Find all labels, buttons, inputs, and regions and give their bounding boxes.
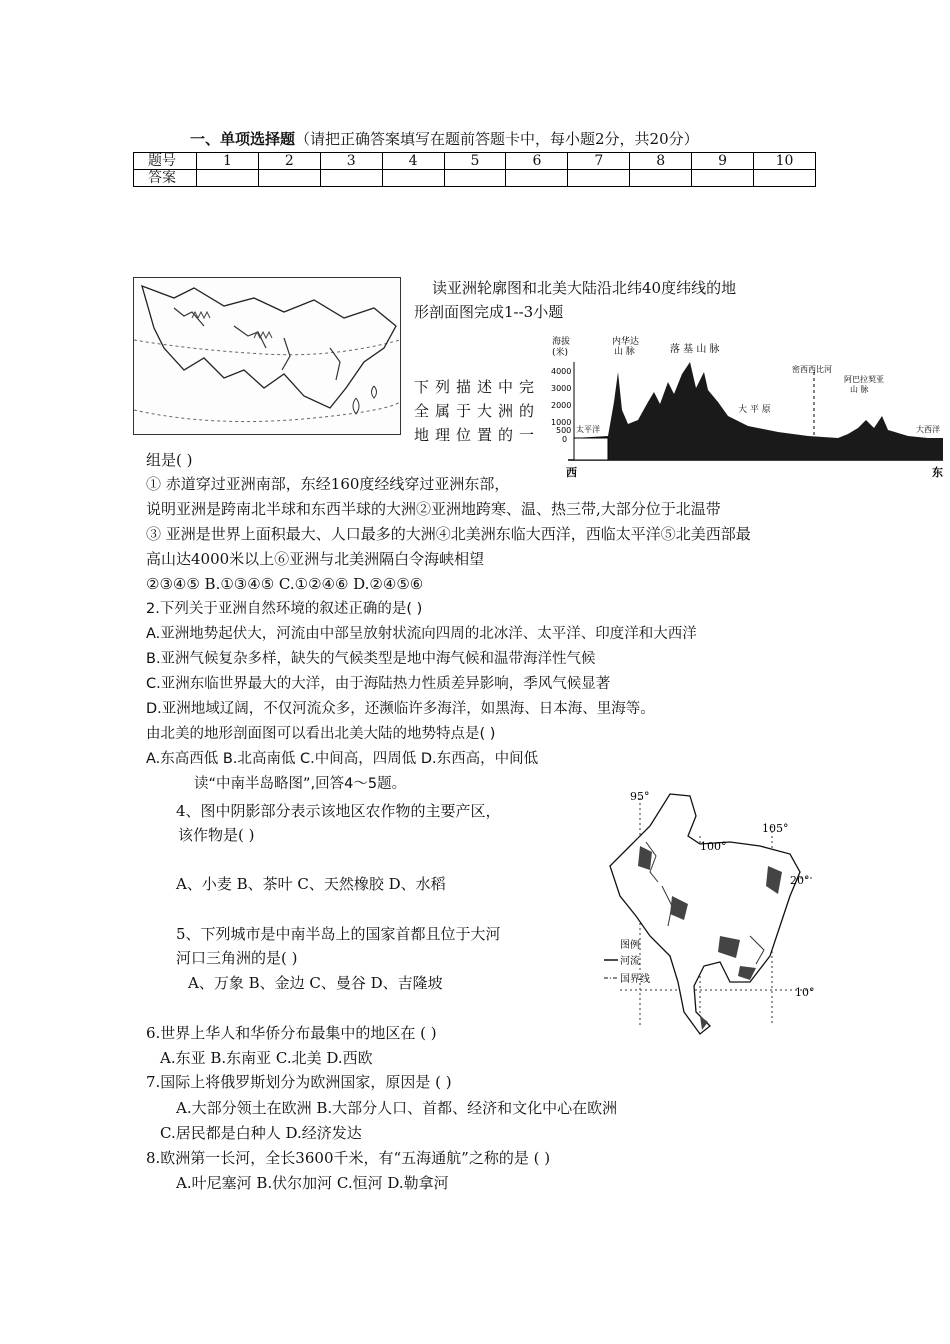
profile-y-unit: (米) [552, 348, 569, 358]
intro-line-2: 形剖面图完成1--3小题 [414, 303, 564, 321]
q2-option-c: C.亚洲东临世界最大的大洋，由于海陆热力性质差异影响，季风气候显著 [146, 676, 611, 692]
profile-tick: 500 [556, 426, 572, 435]
answer-cell[interactable] [444, 170, 506, 187]
profile-label-neihuada: 内华达 [612, 337, 640, 347]
q6-options: A.东亚 B.东南亚 C.北美 D.西欧 [160, 1049, 373, 1067]
profile-tick: 4000 [551, 367, 572, 376]
q3-stem: 由北美的地形剖面图可以看出北美大陆的地势特点是( ) [146, 726, 496, 742]
asia-outline-map [133, 277, 401, 435]
section-heading-bold: 一、单项选择题 [190, 130, 296, 148]
q4-stem-line-2: 该作物是( ) [178, 826, 255, 844]
na-profile-chart [548, 332, 946, 482]
profile-label-abala: 阿巴拉契亚 [844, 375, 884, 384]
col-number: 10 [754, 153, 816, 170]
answer-cell[interactable] [630, 170, 692, 187]
q1-option-line-1: ① 赤道穿过亚洲南部，东经160度经线穿过亚洲东部， [146, 475, 510, 493]
answer-table-row-answers [134, 170, 816, 187]
answer-cell[interactable] [506, 170, 568, 187]
q1-option-line-4: 高山达4000米以上⑥亚洲与北美洲隔白令海峡相望 [146, 550, 485, 568]
intro-line-1: 读亚洲轮廓图和北美大陆沿北纬40度纬线的地 [432, 279, 737, 297]
q8-options: A.叶尼塞河 B.伏尔加河 C.恒河 D.勒拿河 [176, 1174, 449, 1192]
q1-option-line-2: 说明亚洲是跨南北半球和东西半球的大洲②亚洲地跨寒、温、热三带,大部分位于北温带 [146, 500, 721, 518]
answer-cell[interactable] [692, 170, 754, 187]
profile-label-luoji: 落 基 山 脉 [670, 344, 720, 355]
answer-cell[interactable] [197, 170, 259, 187]
col-number: 9 [692, 153, 754, 170]
q1-stem-c: 地理位置的一 [414, 426, 541, 444]
answer-cell[interactable] [754, 170, 816, 187]
profile-label-atlantic: 大西洋 [916, 425, 940, 434]
q45-intro: 读“中南半岛略图”,回答4～5题。 [194, 776, 407, 792]
row-label-answer: 答案 [134, 170, 197, 187]
map-lat-10: 10° [795, 986, 815, 999]
section-heading [190, 128, 699, 149]
q1-choices: ②③④⑤ B.①③④⑤ C.①②④⑥ D.②④⑤⑥ [146, 575, 424, 593]
q4-options: A、小麦 B、茶叶 C、天然橡胶 D、水稻 [176, 875, 446, 893]
q2-option-a: A.亚洲地势起伏大，河流由中部呈放射状流向四周的北冰洋、太平洋、印度洋和大西洋 [146, 626, 697, 642]
col-number: 5 [444, 153, 506, 170]
profile-label-shanmai-2: 山 脉 [850, 385, 869, 394]
q1-option-line-3: ③ 亚洲是世界上面积最大、人口最多的大洲④北美洲东临大西洋，西临太平洋⑤北美西部最 [146, 525, 751, 543]
profile-label-misisipi: 密西西比河 [792, 365, 832, 374]
row-label-number: 题号 [134, 153, 197, 170]
q1-stem-b: 全属于大洲的 [414, 402, 541, 420]
q2-option-d: D.亚洲地域辽阔，不仅河流众多，还濒临许多海洋，如黑海、日本海、里海等。 [146, 701, 655, 717]
col-number: 6 [506, 153, 568, 170]
q7-options-ab: A.大部分领土在欧洲 B.大部分人口、首都、经济和文化中心在欧洲 [176, 1099, 618, 1117]
q5-stem-line-1: 5、下列城市是中南半岛上的国家首都且位于大河 [176, 925, 501, 943]
map-legend-title: 图例 [620, 940, 640, 951]
profile-y-title: 海拔 [552, 337, 571, 347]
section-heading-rest: （请把正确答案填写在题前答题卡中，每小题2分，共20分） [295, 130, 699, 148]
map-legend-river: 河流 [620, 956, 640, 967]
answer-cell[interactable] [568, 170, 630, 187]
profile-tick: 1000 [551, 418, 572, 427]
profile-label-west: 西 [566, 466, 577, 479]
profile-label-shanmai-1: 山 脉 [614, 347, 635, 357]
col-number: 8 [630, 153, 692, 170]
indochina-map [600, 786, 825, 1036]
q4-stem-line-1: 4、图中阴影部分表示该地区农作物的主要产区， [176, 802, 501, 820]
profile-label-daping: 大 平 原 [738, 405, 771, 415]
answer-table-row-numbers [134, 153, 816, 170]
q1-stem-d: 组是( ) [146, 451, 193, 469]
q2-option-b: B.亚洲气候复杂多样，缺失的气候类型是地中海气候和温带海洋性气候 [146, 651, 596, 667]
map-lon-95: 95° [630, 790, 650, 803]
q3-options: A.东高西低 B.北高南低 C.中间高，四周低 D.东西高，中间低 [146, 751, 539, 767]
q7-stem: 7.国际上将俄罗斯划分为欧洲国家，原因是 ( ) [146, 1073, 452, 1091]
map-lon-105: 105° [762, 822, 789, 835]
profile-tick: 0 [562, 435, 568, 444]
indochina-map-drawing [600, 786, 825, 1036]
answer-cell[interactable] [320, 170, 382, 187]
map-lon-100: 100° [700, 840, 727, 853]
q5-stem-line-2: 河口三角洲的是( ) [176, 949, 298, 967]
asia-map-drawing [134, 278, 400, 434]
answer-cell[interactable] [382, 170, 444, 187]
map-legend-border: 国界线 [620, 974, 650, 985]
profile-label-pacific: 太平洋 [576, 425, 600, 434]
profile-label-east: 东 [932, 466, 943, 479]
q5-options: A、万象 B、金边 C、曼谷 D、吉隆坡 [188, 974, 443, 992]
profile-tick: 2000 [551, 401, 572, 410]
q1-stem-a: 下列描述中完 [414, 378, 541, 396]
q8-stem: 8.欧洲第一长河，全长3600千米，有“五海通航”之称的是 ( ) [146, 1149, 551, 1167]
profile-tick: 3000 [551, 384, 572, 393]
q2-stem: 2.下列关于亚洲自然环境的叙述正确的是( ) [146, 601, 423, 617]
map-lat-20: 20° [790, 874, 810, 887]
answer-cell[interactable] [258, 170, 320, 187]
q6-stem: 6.世界上华人和华侨分布最集中的地区在 ( ) [146, 1024, 437, 1042]
col-number: 1 [197, 153, 259, 170]
na-profile-drawing [548, 332, 946, 482]
col-number: 4 [382, 153, 444, 170]
col-number: 7 [568, 153, 630, 170]
q7-options-cd: C.居民都是白种人 D.经济发达 [160, 1124, 362, 1142]
col-number: 3 [320, 153, 382, 170]
answer-table [133, 152, 816, 187]
col-number: 2 [258, 153, 320, 170]
